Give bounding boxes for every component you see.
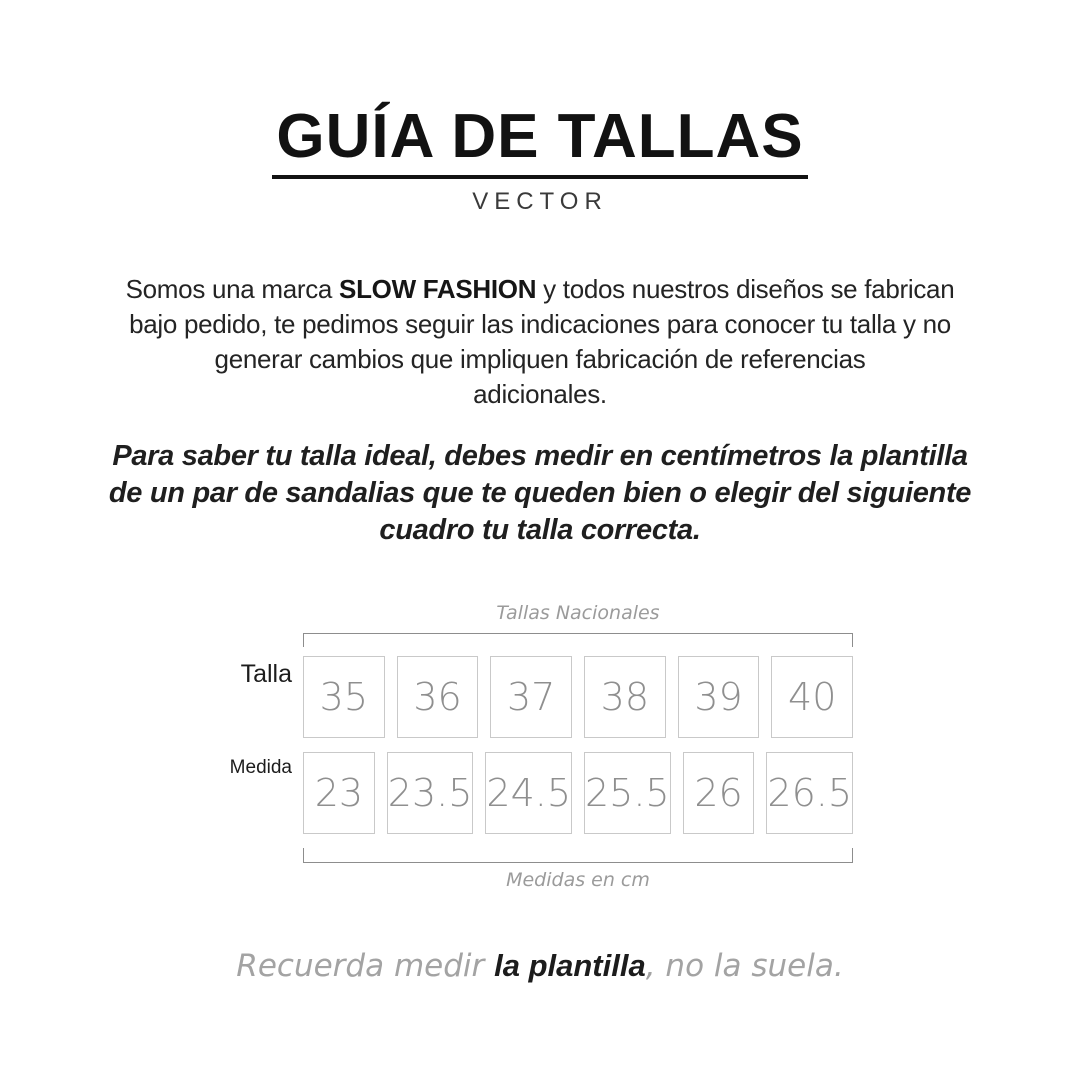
intro-line3: generar cambios que impliquen fabricación de referencias <box>214 344 866 374</box>
instruction-line1: Para saber tu talla ideal, debes medir en centímetros la plantilla <box>112 440 968 472</box>
intro-highlight: SLOW FASHION <box>339 274 537 304</box>
talla-cell: 36 <box>397 656 479 738</box>
bottom-bracket-line <box>303 848 853 863</box>
table-row-talla <box>240 656 853 738</box>
table-top-caption: Tallas Nacionales <box>496 602 660 624</box>
intro-line4: adicionales. <box>473 379 607 409</box>
table-row-medida <box>229 752 853 834</box>
instruction-line2: de un par de sandalias que te queden bien o elegir del siguiente <box>108 477 972 509</box>
medida-cell: 23 <box>303 752 375 834</box>
footer-pre: Recuerda medir <box>236 948 495 984</box>
medida-cell: 25.5 <box>584 752 671 834</box>
row-label-medida: Medida <box>229 757 292 778</box>
table-bottom-caption: Medidas en cm <box>506 869 650 891</box>
intro-line2: bajo pedido, te pedimos seguir las indicaciones para conocer tu talla y no <box>129 309 951 339</box>
footer-highlight: la plantilla <box>494 948 646 983</box>
talla-cell: 38 <box>584 656 666 738</box>
talla-cell: 40 <box>771 656 853 738</box>
page-title: GUÍA DE TALLAS <box>272 104 807 179</box>
intro-line1-pre: Somos una marca <box>125 274 340 304</box>
footer-note <box>0 948 1080 984</box>
size-table <box>229 602 853 891</box>
medida-cell: 26.5 <box>766 752 853 834</box>
intro-line1-post: y todos nuestros diseños se fabrican <box>536 274 955 304</box>
row-label-talla: Talla <box>240 660 292 688</box>
talla-cell: 37 <box>490 656 572 738</box>
footer-post: , no la suela. <box>645 948 844 984</box>
instruction-paragraph <box>30 438 1050 549</box>
talla-cell: 39 <box>678 656 760 738</box>
medida-cell: 23.5 <box>387 752 474 834</box>
brand-name: VECTOR <box>472 188 608 216</box>
talla-cell: 35 <box>303 656 385 738</box>
top-bracket-line <box>303 633 853 647</box>
header <box>0 104 1080 216</box>
instruction-line3: cuadro tu talla correcta. <box>379 514 701 546</box>
medida-cell: 24.5 <box>485 752 572 834</box>
medida-cell: 26 <box>683 752 755 834</box>
intro-paragraph <box>40 272 1040 412</box>
